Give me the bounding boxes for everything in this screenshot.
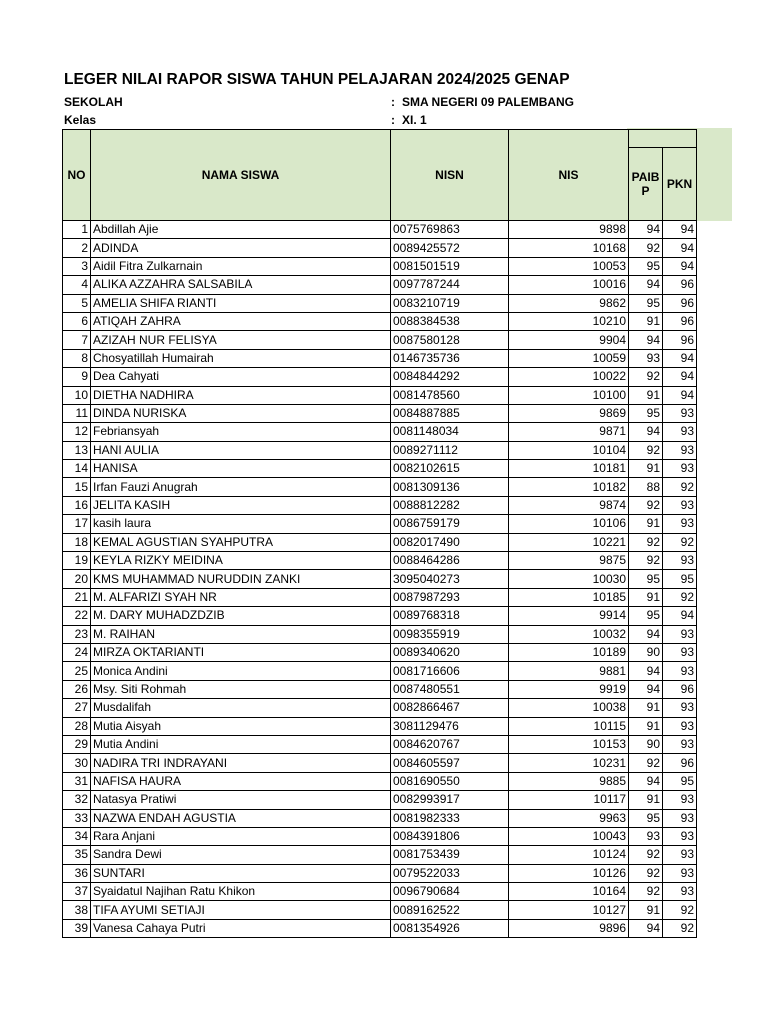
table-row [63,368,697,386]
grades-table [62,129,697,938]
table-row [63,331,697,349]
student-name-cell[interactable]: AZIZAH NUR FELISYA [91,331,391,349]
table-row [63,643,697,661]
table-row [63,588,697,606]
student-name-cell[interactable]: Msy. Siti Rohmah [91,680,391,698]
nisn-cell[interactable]: 0098355919 [391,625,509,643]
row-number-cell[interactable]: 17 [63,515,91,533]
header-subject-paibp-label: PAIBP [631,170,660,198]
row-number-cell[interactable]: 39 [63,919,91,937]
row-number-cell[interactable]: 11 [63,404,91,422]
paibp-score-cell[interactable]: 92 [629,846,663,864]
table-row [63,864,697,882]
table-row [63,496,697,514]
pkn-score-cell[interactable]: 92 [663,478,697,496]
student-name-cell[interactable]: HANISA [91,460,391,478]
nisn-cell[interactable]: 0089425572 [391,239,509,257]
pkn-score-cell[interactable]: 93 [663,552,697,570]
paibp-score-cell[interactable]: 91 [629,588,663,606]
nisn-cell[interactable]: 0084605597 [391,754,509,772]
row-number-cell[interactable]: 36 [63,864,91,882]
pkn-score-cell[interactable]: 94 [663,607,697,625]
nis-cell[interactable]: 10059 [509,349,629,367]
nisn-cell[interactable]: 3095040273 [391,570,509,588]
header-nis[interactable]: NIS [509,130,629,221]
table-row [63,680,697,698]
nisn-cell[interactable]: 0081753439 [391,846,509,864]
header-subject-pkn[interactable]: PKN [663,148,697,221]
header-name[interactable]: NAMA SISWA [91,130,391,221]
student-name-cell[interactable]: M. DARY MUHADZDZIB [91,607,391,625]
row-number-cell[interactable]: 1 [63,221,91,239]
paibp-score-cell[interactable]: 94 [629,919,663,937]
paibp-score-cell[interactable]: 91 [629,460,663,478]
row-number-cell[interactable]: 25 [63,662,91,680]
school-value: SMA NEGERI 09 PALEMBANG [402,95,575,109]
pkn-score-cell[interactable]: 93 [663,699,697,717]
row-number-cell[interactable]: 2 [63,239,91,257]
table-row [63,515,697,533]
paibp-score-cell[interactable]: 95 [629,257,663,275]
nisn-cell[interactable]: 0082993917 [391,791,509,809]
nis-cell[interactable]: 10164 [509,883,629,901]
student-name-cell[interactable]: Syaidatul Najihan Ratu Khikon [91,883,391,901]
paibp-score-cell[interactable]: 92 [629,496,663,514]
nis-cell[interactable]: 10104 [509,441,629,459]
student-name-cell[interactable]: NAZWA ENDAH AGUSTIA [91,809,391,827]
row-number-cell[interactable]: 8 [63,349,91,367]
nisn-cell[interactable]: 0079522033 [391,864,509,882]
row-number-cell[interactable]: 9 [63,368,91,386]
paibp-score-cell[interactable]: 88 [629,478,663,496]
table-row [63,901,697,919]
pkn-score-cell[interactable]: 92 [663,588,697,606]
nis-cell[interactable]: 10117 [509,791,629,809]
header-subject-paibp[interactable] [629,148,663,221]
student-name-cell[interactable]: Febriansyah [91,423,391,441]
row-number-cell[interactable]: 10 [63,386,91,404]
row-number-cell[interactable]: 6 [63,312,91,330]
nisn-cell[interactable]: 3081129476 [391,717,509,735]
nis-cell[interactable]: 10182 [509,478,629,496]
table-row [63,662,697,680]
paibp-score-cell[interactable]: 92 [629,552,663,570]
nisn-cell[interactable]: 0081716606 [391,662,509,680]
table-row [63,239,697,257]
paibp-score-cell[interactable]: 94 [629,772,663,790]
nis-cell[interactable]: 10126 [509,864,629,882]
student-name-cell[interactable]: KMS MUHAMMAD NURUDDIN ZANKI [91,570,391,588]
row-number-cell[interactable]: 24 [63,643,91,661]
nisn-cell[interactable]: 0087480551 [391,680,509,698]
nisn-cell[interactable]: 0082866467 [391,699,509,717]
row-number-cell[interactable]: 15 [63,478,91,496]
paibp-score-cell[interactable]: 94 [629,276,663,294]
table-row [63,257,697,275]
nis-cell[interactable]: 9904 [509,331,629,349]
nis-cell[interactable]: 9875 [509,552,629,570]
table-row [63,735,697,753]
document-title: LEGER NILAI RAPOR SISWA TAHUN PELAJARAN 2024/2025 GENAP [64,71,570,88]
student-name-cell[interactable]: ADINDA [91,239,391,257]
pkn-score-cell[interactable]: 93 [663,735,697,753]
paibp-score-cell[interactable]: 94 [629,662,663,680]
table-row [63,772,697,790]
student-name-cell[interactable]: Musdalifah [91,699,391,717]
table-row [63,441,697,459]
nisn-cell[interactable]: 0096790684 [391,883,509,901]
pkn-score-cell[interactable]: 94 [663,349,697,367]
pkn-score-cell[interactable]: 92 [663,533,697,551]
student-name-cell[interactable]: KEMAL AGUSTIAN SYAHPUTRA [91,533,391,551]
row-number-cell[interactable]: 34 [63,827,91,845]
pkn-score-cell[interactable]: 94 [663,257,697,275]
nis-cell[interactable]: 10181 [509,460,629,478]
paibp-score-cell[interactable]: 95 [629,607,663,625]
student-name-cell[interactable]: Aidil Fitra Zulkarnain [91,257,391,275]
table-row [63,533,697,551]
paibp-score-cell[interactable]: 94 [629,423,663,441]
student-name-cell[interactable]: M. RAIHAN [91,625,391,643]
nisn-cell[interactable]: 0088384538 [391,312,509,330]
class-separator: : [391,113,395,127]
student-name-cell[interactable]: KEYLA RIZKY MEIDINA [91,552,391,570]
table-row [63,552,697,570]
pkn-score-cell[interactable]: 93 [663,827,697,845]
paibp-score-cell[interactable]: 93 [629,827,663,845]
student-name-cell[interactable]: MIRZA OKTARIANTI [91,643,391,661]
table-row [63,221,697,239]
pkn-score-cell[interactable]: 92 [663,901,697,919]
table-row [63,625,697,643]
row-number-cell[interactable]: 18 [63,533,91,551]
pkn-score-cell[interactable]: 92 [663,919,697,937]
student-name-cell[interactable]: ALIKA AZZAHRA SALSABILA [91,276,391,294]
paibp-score-cell[interactable]: 91 [629,901,663,919]
table-row [63,846,697,864]
pkn-score-cell[interactable]: 93 [663,717,697,735]
paibp-score-cell[interactable]: 95 [629,809,663,827]
student-name-cell[interactable]: NAFISA HAURA [91,772,391,790]
nis-cell[interactable]: 10231 [509,754,629,772]
paibp-score-cell[interactable]: 95 [629,294,663,312]
school-label: SEKOLAH [64,95,123,109]
class-value: XI. 1 [402,113,427,127]
nisn-cell[interactable]: 0081148034 [391,423,509,441]
pkn-score-cell[interactable]: 93 [663,864,697,882]
nis-cell[interactable]: 9914 [509,607,629,625]
nis-cell[interactable]: 10127 [509,901,629,919]
pkn-score-cell[interactable]: 93 [663,515,697,533]
nis-cell[interactable]: 10100 [509,386,629,404]
pkn-score-cell[interactable]: 93 [663,883,697,901]
nisn-cell[interactable]: 0081690550 [391,772,509,790]
nis-cell[interactable]: 10053 [509,257,629,275]
nisn-cell[interactable]: 0089162522 [391,901,509,919]
nis-cell[interactable]: 10030 [509,570,629,588]
table-row [63,919,697,937]
nisn-cell[interactable]: 0086759179 [391,515,509,533]
pkn-score-cell[interactable]: 94 [663,239,697,257]
pkn-score-cell[interactable]: 94 [663,221,697,239]
nis-cell[interactable]: 9963 [509,809,629,827]
table-row [63,809,697,827]
nis-cell[interactable]: 10168 [509,239,629,257]
row-number-cell[interactable]: 13 [63,441,91,459]
student-name-cell[interactable]: JELITA KASIH [91,496,391,514]
row-number-cell[interactable]: 5 [63,294,91,312]
pkn-score-cell[interactable]: 96 [663,294,697,312]
table-row [63,827,697,845]
pkn-score-cell[interactable]: 93 [663,809,697,827]
nis-cell[interactable]: 9919 [509,680,629,698]
paibp-score-cell[interactable]: 94 [629,331,663,349]
row-number-cell[interactable]: 4 [63,276,91,294]
student-name-cell[interactable]: kasih laura [91,515,391,533]
nisn-cell[interactable]: 0089768318 [391,607,509,625]
nisn-cell[interactable]: 0081982333 [391,809,509,827]
table-row [63,607,697,625]
row-number-cell[interactable]: 14 [63,460,91,478]
pkn-score-cell[interactable]: 96 [663,312,697,330]
paibp-score-cell[interactable]: 91 [629,791,663,809]
nisn-cell[interactable]: 0146735736 [391,349,509,367]
table-row [63,386,697,404]
student-name-cell[interactable]: M. ALFARIZI SYAH NR [91,588,391,606]
table-row [63,883,697,901]
pkn-score-cell[interactable]: 96 [663,331,697,349]
table-row [63,276,697,294]
student-name-cell[interactable]: DINDA NURISKA [91,404,391,422]
row-number-cell[interactable]: 32 [63,791,91,809]
pkn-score-cell[interactable]: 93 [663,404,697,422]
student-name-cell[interactable]: Mutia Aisyah [91,717,391,735]
student-name-cell[interactable]: DIETHA NADHIRA [91,386,391,404]
pkn-score-cell[interactable]: 93 [663,496,697,514]
table-row [63,478,697,496]
nis-cell[interactable]: 10210 [509,312,629,330]
table-body [63,221,697,938]
row-number-cell[interactable]: 26 [63,680,91,698]
nisn-cell[interactable]: 0084391806 [391,827,509,845]
nis-cell[interactable]: 9862 [509,294,629,312]
nis-cell[interactable]: 9885 [509,772,629,790]
paibp-score-cell[interactable]: 92 [629,864,663,882]
paibp-score-cell[interactable]: 95 [629,570,663,588]
paibp-score-cell[interactable]: 92 [629,368,663,386]
paibp-score-cell[interactable]: 90 [629,643,663,661]
nisn-cell[interactable]: 0088812282 [391,496,509,514]
nis-cell[interactable]: 10153 [509,735,629,753]
nisn-cell[interactable]: 0084620767 [391,735,509,753]
header-nisn[interactable]: NISN [391,130,509,221]
pkn-score-cell[interactable]: 93 [663,846,697,864]
table-row [63,460,697,478]
nisn-cell[interactable]: 0084844292 [391,368,509,386]
nisn-cell[interactable]: 0081501519 [391,257,509,275]
paibp-score-cell[interactable]: 91 [629,515,663,533]
pkn-score-cell[interactable]: 94 [663,386,697,404]
student-name-cell[interactable]: AMELIA SHIFA RIANTI [91,294,391,312]
row-number-cell[interactable]: 29 [63,735,91,753]
student-name-cell[interactable]: Vanesa Cahaya Putri [91,919,391,937]
student-name-cell[interactable]: Monica Andini [91,662,391,680]
nisn-cell[interactable]: 0081478560 [391,386,509,404]
paibp-score-cell[interactable]: 94 [629,680,663,698]
paibp-score-cell[interactable]: 91 [629,312,663,330]
nis-cell[interactable]: 10038 [509,699,629,717]
paibp-score-cell[interactable]: 92 [629,533,663,551]
paibp-score-cell[interactable]: 94 [629,221,663,239]
student-name-cell[interactable]: HANI AULIA [91,441,391,459]
pkn-score-cell[interactable]: 94 [663,368,697,386]
table-row [63,423,697,441]
student-name-cell[interactable]: Chosyatillah Humairah [91,349,391,367]
paibp-score-cell[interactable]: 91 [629,717,663,735]
pkn-score-cell[interactable]: 96 [663,680,697,698]
student-name-cell[interactable]: TIFA AYUMI SETIAJI [91,901,391,919]
nisn-cell[interactable]: 0087987293 [391,588,509,606]
pkn-score-cell[interactable]: 93 [663,625,697,643]
table-row [63,404,697,422]
nisn-cell[interactable]: 0083210719 [391,294,509,312]
student-name-cell[interactable]: Mutia Andini [91,735,391,753]
paibp-score-cell[interactable]: 92 [629,441,663,459]
nisn-cell[interactable]: 0082017490 [391,533,509,551]
nis-cell[interactable]: 10032 [509,625,629,643]
nis-cell[interactable]: 10221 [509,533,629,551]
nisn-cell[interactable]: 0081309136 [391,478,509,496]
row-number-cell[interactable]: 20 [63,570,91,588]
row-number-cell[interactable]: 33 [63,809,91,827]
pkn-score-cell[interactable]: 93 [663,662,697,680]
student-name-cell[interactable]: Natasya Pratiwi [91,791,391,809]
school-separator: : [391,95,395,109]
pkn-score-cell[interactable]: 96 [663,276,697,294]
table-row [63,294,697,312]
row-number-cell[interactable]: 23 [63,625,91,643]
header-subject-group [629,130,697,148]
table-row [63,312,697,330]
pkn-score-cell[interactable]: 93 [663,441,697,459]
paibp-score-cell[interactable]: 95 [629,404,663,422]
nis-cell[interactable]: 9874 [509,496,629,514]
student-name-cell[interactable]: Sandra Dewi [91,846,391,864]
nis-cell[interactable]: 9871 [509,423,629,441]
pkn-score-cell[interactable]: 95 [663,570,697,588]
nisn-cell[interactable]: 0087580128 [391,331,509,349]
nisn-cell[interactable]: 0089271112 [391,441,509,459]
nis-cell[interactable]: 9881 [509,662,629,680]
student-name-cell[interactable]: NADIRA TRI INDRAYANI [91,754,391,772]
row-number-cell[interactable]: 35 [63,846,91,864]
nis-cell[interactable]: 10115 [509,717,629,735]
row-number-cell[interactable]: 31 [63,772,91,790]
nis-cell[interactable]: 9898 [509,221,629,239]
table-row [63,570,697,588]
row-number-cell[interactable]: 12 [63,423,91,441]
nisn-cell[interactable]: 0075769863 [391,221,509,239]
row-number-cell[interactable]: 27 [63,699,91,717]
class-label: Kelas [64,113,97,127]
pkn-score-cell[interactable]: 95 [663,772,697,790]
row-number-cell[interactable]: 28 [63,717,91,735]
nis-cell[interactable]: 10016 [509,276,629,294]
nis-cell[interactable]: 10106 [509,515,629,533]
pkn-score-cell[interactable]: 93 [663,423,697,441]
pkn-score-cell[interactable]: 93 [663,643,697,661]
paibp-score-cell[interactable]: 91 [629,699,663,717]
student-name-cell[interactable]: Dea Cahyati [91,368,391,386]
nisn-cell[interactable]: 0097787244 [391,276,509,294]
nis-cell[interactable]: 10022 [509,368,629,386]
table-row [63,754,697,772]
nis-cell[interactable]: 10185 [509,588,629,606]
nis-cell[interactable]: 9869 [509,404,629,422]
row-number-cell[interactable]: 3 [63,257,91,275]
nis-cell[interactable]: 10124 [509,846,629,864]
student-name-cell[interactable]: Abdillah Ajie [91,221,391,239]
header-no[interactable]: NO [63,130,91,221]
nisn-cell[interactable]: 0088464286 [391,552,509,570]
paibp-score-cell[interactable]: 92 [629,754,663,772]
row-number-cell[interactable]: 21 [63,588,91,606]
paibp-score-cell[interactable]: 93 [629,349,663,367]
row-number-cell[interactable]: 22 [63,607,91,625]
nis-cell[interactable]: 10189 [509,643,629,661]
nis-cell[interactable]: 10043 [509,827,629,845]
paibp-score-cell[interactable]: 94 [629,625,663,643]
row-number-cell[interactable]: 16 [63,496,91,514]
paibp-score-cell[interactable]: 91 [629,386,663,404]
pkn-score-cell[interactable]: 93 [663,460,697,478]
row-number-cell[interactable]: 7 [63,331,91,349]
table-row [63,349,697,367]
nisn-cell[interactable]: 0084887885 [391,404,509,422]
student-name-cell[interactable]: ATIQAH ZAHRA [91,312,391,330]
student-name-cell[interactable]: SUNTARI [91,864,391,882]
row-number-cell[interactable]: 38 [63,901,91,919]
student-name-cell[interactable]: Irfan Fauzi Anugrah [91,478,391,496]
row-number-cell[interactable]: 30 [63,754,91,772]
row-number-cell[interactable]: 37 [63,883,91,901]
table-row [63,699,697,717]
nisn-cell[interactable]: 0089340620 [391,643,509,661]
paibp-score-cell[interactable]: 92 [629,239,663,257]
nisn-cell[interactable]: 0081354926 [391,919,509,937]
paibp-score-cell[interactable]: 90 [629,735,663,753]
pkn-score-cell[interactable]: 96 [663,754,697,772]
nis-cell[interactable]: 9896 [509,919,629,937]
nisn-cell[interactable]: 0082102615 [391,460,509,478]
student-name-cell[interactable]: Rara Anjani [91,827,391,845]
table-row [63,717,697,735]
row-number-cell[interactable]: 19 [63,552,91,570]
table-row [63,791,697,809]
paibp-score-cell[interactable]: 92 [629,883,663,901]
pkn-score-cell[interactable]: 93 [663,791,697,809]
